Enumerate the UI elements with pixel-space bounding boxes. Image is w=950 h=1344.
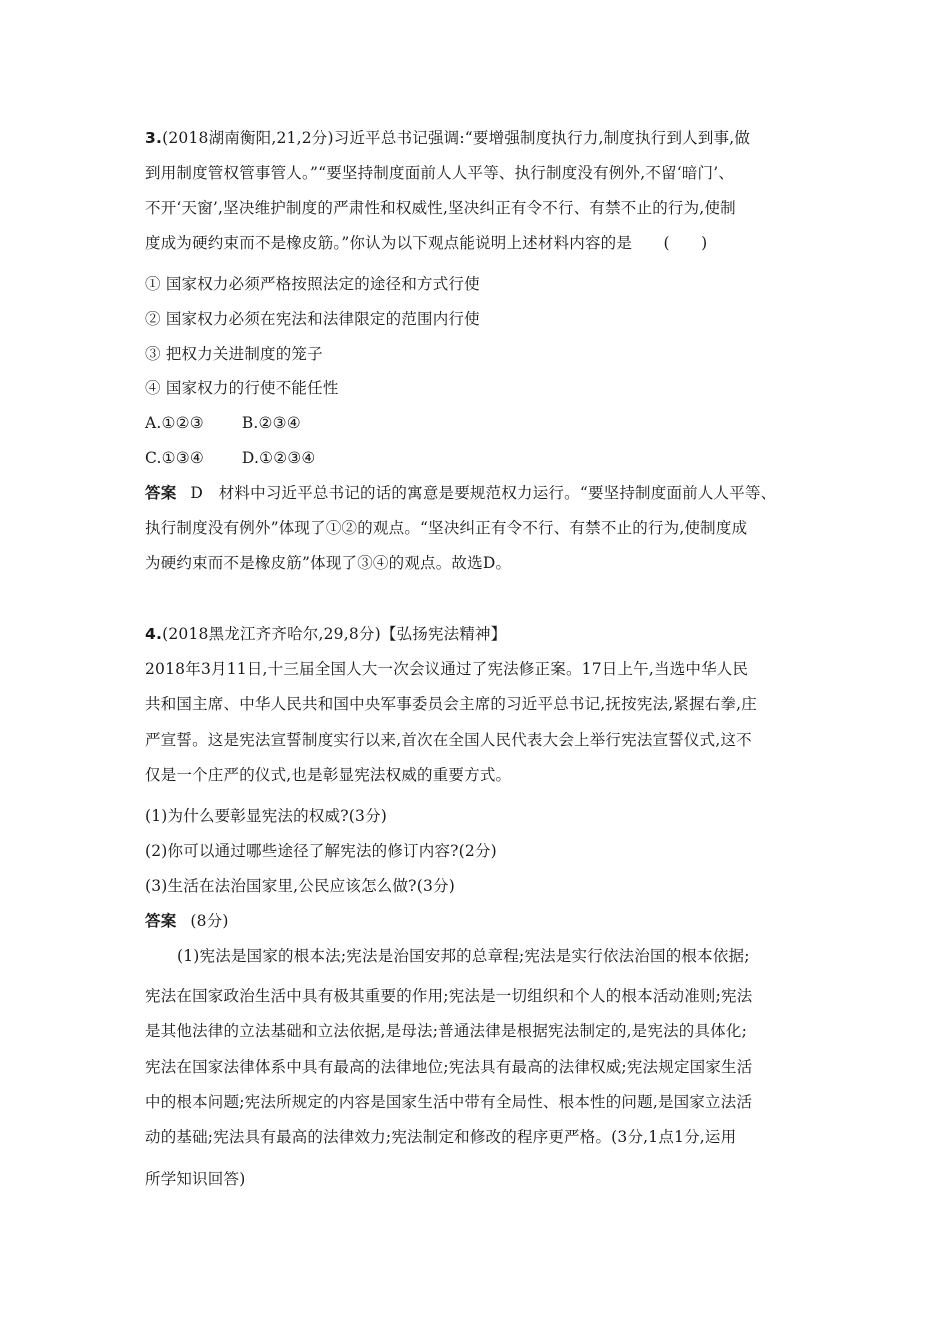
q3-stem-line-1 bbox=[145, 128, 750, 148]
q3-statement-3: ③ 把权力关进制度的笼子 bbox=[145, 345, 323, 363]
q3-options-row-1 bbox=[145, 413, 301, 433]
q3-option-c: C.①③④ bbox=[145, 449, 204, 467]
q3-answer-line-3: 为硬约束而不是橡皮筋”体现了③④的观点。故选D。 bbox=[145, 554, 512, 572]
q4-answer-label: 答案 bbox=[145, 912, 177, 930]
q4-answer-line-5: 中的根本问题;宪法所规定的内容是国家生活中带有全局性、根本性的问题,是国家立法活 bbox=[145, 1093, 753, 1111]
q3-stem-text-1: 习近平总书记强调:“要增强制度执行力,制度执行到人到事,做 bbox=[333, 129, 751, 147]
q4-header-line bbox=[145, 624, 506, 644]
q4-answer-header bbox=[145, 911, 229, 931]
q3-statement-2: ② 国家权力必须在宪法和法律限定的范围内行使 bbox=[145, 310, 480, 328]
q3-answer-line-2: 执行制度没有例外”体现了①②的观点。“坚决纠正有令不行、有禁不止的行为,使制度成 bbox=[145, 519, 748, 537]
q4-answer-line-2: 宪法在国家政治生活中具有极其重要的作用;宪法是一切组织和个人的根本活动准则;宪法 bbox=[145, 987, 753, 1005]
q4-material-line-2: 共和国主席、中华人民共和国中央军事委员会主席的习近平总书记,抚按宪法,紧握右拳,庄 bbox=[145, 695, 757, 713]
q3-option-a: A.①②③ bbox=[145, 414, 204, 432]
q4-answer-score: (8分) bbox=[190, 912, 229, 930]
q3-statement-1: ① 国家权力必须严格按照法定的途径和方式行使 bbox=[145, 275, 480, 293]
q4-answer-line-1: (1)宪法是国家的根本法;宪法是治国安邦的总章程;宪法是实行依法治国的根本依据; bbox=[177, 947, 750, 965]
q3-answer-label: 答案 bbox=[145, 484, 177, 502]
q4-question-2: (2)你可以通过哪些途径了解宪法的修订内容?(2分) bbox=[145, 842, 497, 860]
q4-answer-line-7: 所学知识回答) bbox=[145, 1170, 246, 1188]
q3-stem-line-4: 度成为硬约束而不是橡皮筋。”你认为以下观点能说明上述材料内容的是 ( ) bbox=[145, 234, 708, 252]
q3-option-b: B.②③④ bbox=[241, 414, 301, 432]
q3-stem-line-2: 到用制度管权管事管人。”“要坚持制度面前人人平等、执行制度没有例外,不留‘暗门’、 bbox=[145, 164, 735, 182]
q4-answer-line-3: 是其他法律的立法基础和立法依据,是母法;普通法律是根据宪法制定的,是宪法的具体化; bbox=[145, 1022, 748, 1040]
q4-question-3: (3)生活在法治国家里,公民应该怎么做?(3分) bbox=[145, 877, 455, 895]
q3-options-row-2 bbox=[145, 448, 316, 468]
q3-option-d: D.①②③④ bbox=[241, 449, 316, 467]
q3-number: 3. bbox=[145, 129, 163, 147]
q4-material-line-3: 严宣誓。这是宪法宣誓制度实行以来,首次在全国人民代表大会上举行宪法宣誓仪式,这不 bbox=[145, 731, 752, 749]
q3-stem-line-3: 不开‘天窗’,坚决维护制度的严肃性和权威性,坚决纠正有令不行、有禁不止的行为,使制 bbox=[145, 199, 736, 217]
q3-answer-line-1 bbox=[145, 483, 776, 503]
q4-material-line-4: 仅是一个庄严的仪式,也是彰显宪法权威的重要方式。 bbox=[145, 766, 512, 784]
q4-source: (2018黑龙江齐齐哈尔,29,8分)【弘扬宪法精神】 bbox=[162, 625, 507, 643]
q3-source: (2018湖南衡阳,21,2分) bbox=[162, 129, 334, 147]
q4-material-line-1: 2018年3月11日,十三届全国人大一次会议通过了宪法修正案。17日上午,当选中华人民 bbox=[145, 660, 749, 678]
q4-answer-line-6: 动的基础;宪法具有最高的法律效力;宪法制定和修改的程序更严格。(3分,1点1分,运用 bbox=[145, 1128, 737, 1146]
q4-number: 4. bbox=[145, 625, 163, 643]
q4-answer-line-4: 宪法在国家法律体系中具有最高的法律地位;宪法具有最高的法律权威;宪法规定国家生活 bbox=[145, 1058, 753, 1076]
q3-answer-text-1: D 材料中习近平总书记的话的寓意是要规范权力运行。“要坚持制度面前人人平等、 bbox=[190, 484, 777, 502]
q4-question-1: (1)为什么要彰显宪法的权威?(3分) bbox=[145, 807, 388, 825]
q3-statement-4: ④ 国家权力的行使不能任性 bbox=[145, 379, 339, 397]
